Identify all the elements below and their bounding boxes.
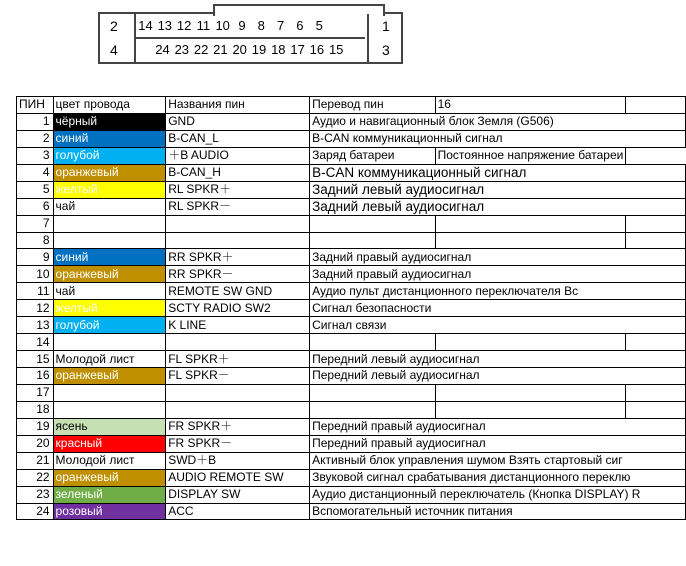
table-row <box>17 486 686 503</box>
pin-translation: B-CAN коммуникационный сигнал <box>310 164 686 181</box>
pin-name: FL SPKR＋ <box>166 351 310 368</box>
table-row <box>17 503 686 520</box>
pin-translation: Аудио дистанционный переключатель (Кнопка DISPLAY) R <box>310 486 686 503</box>
pin-number: 14 <box>17 334 54 351</box>
pin-translation: Сигнал связи <box>310 317 686 334</box>
pin-number: 19 <box>17 418 54 435</box>
pin-number: 10 <box>17 266 54 283</box>
header-pin: ПИН <box>17 97 54 114</box>
pin-translation: Задний левый аудиосигнал <box>310 181 686 198</box>
connector-pin-number: 12 <box>176 18 192 33</box>
table-row <box>17 198 686 215</box>
table-row <box>17 317 686 334</box>
connector-diagram <box>98 12 403 64</box>
table-row <box>17 232 686 249</box>
wire-color <box>53 334 166 351</box>
wire-color <box>53 215 166 232</box>
pin-number: 13 <box>17 317 54 334</box>
wire-color: голубой <box>53 317 166 334</box>
pin-translation: B-CAN коммуникационный сигнал <box>310 130 686 147</box>
table-row <box>17 300 686 317</box>
wire-color: синий <box>53 249 166 266</box>
table-row <box>17 418 686 435</box>
pin-translation: Аудио пульт дистанционного переключателя Вс <box>310 283 686 300</box>
pin-translation: Передний правый аудиосигнал <box>310 435 686 452</box>
wire-color: оранжевый <box>53 469 166 486</box>
pin-number: 2 <box>17 130 54 147</box>
pin-translation: Заряд батареи <box>310 147 436 164</box>
pin-translation: Задний правый аудиосигнал <box>310 249 686 266</box>
pin-name <box>166 232 310 249</box>
pin-empty <box>626 215 686 232</box>
pin-translation: Задний правый аудиосигнал <box>310 266 686 283</box>
pin-number: 5 <box>17 181 54 198</box>
wire-color <box>53 384 166 401</box>
wire-color: оранжевый <box>53 266 166 283</box>
table-row <box>17 401 686 418</box>
pin-name: B-CAN_H <box>166 164 310 181</box>
table-row <box>17 351 686 368</box>
pin-number: 6 <box>17 198 54 215</box>
pin-translation: Аудио и навигационный блок Земля (G506) <box>310 113 686 130</box>
pin-name: RR SPKR－ <box>166 266 310 283</box>
connector-pin-number: 13 <box>157 18 173 33</box>
connector-pin-number: 23 <box>174 42 190 57</box>
connector-pin-number: 14 <box>138 18 153 33</box>
pin-extra <box>435 215 626 232</box>
wire-color: голубой <box>53 147 166 164</box>
pin-number: 8 <box>17 232 54 249</box>
pin-name: REMOTE SW GND <box>166 283 310 300</box>
pin-name: FR SPKR＋ <box>166 418 310 435</box>
table-row <box>17 147 686 164</box>
wire-color <box>53 232 166 249</box>
table-row <box>17 164 686 181</box>
pin-name <box>166 384 310 401</box>
connector-pin-number: 20 <box>232 42 247 57</box>
pin-name: RL SPKR＋ <box>166 181 310 198</box>
pin-extra <box>435 232 626 249</box>
connector-pin-number: 24 <box>155 42 170 57</box>
pin-name <box>166 215 310 232</box>
connector-pin-number: 11 <box>196 18 211 33</box>
pin-name: SWD＋B <box>166 452 310 469</box>
pin-number: 15 <box>17 351 54 368</box>
wire-color <box>53 401 166 418</box>
pin-name: FL SPKR－ <box>166 368 310 385</box>
pin-empty <box>626 334 686 351</box>
connector-divider <box>367 14 369 62</box>
table-row <box>17 181 686 198</box>
connector-pin-number: 7 <box>276 18 285 33</box>
pin-name: B-CAN_L <box>166 130 310 147</box>
connector-pin-number: 15 <box>328 42 344 57</box>
wire-color: чай <box>53 198 166 215</box>
wire-color: оранжевый <box>53 164 166 181</box>
table-header-row <box>17 97 686 114</box>
pin-number: 22 <box>17 469 54 486</box>
pin-translation: Звуковой сигнал срабатывания дистанционного переклю <box>310 469 686 486</box>
pin-number: 12 <box>17 300 54 317</box>
connector-pin-number: 17 <box>290 42 305 57</box>
header-empty <box>626 97 686 114</box>
pin-number: 9 <box>17 249 54 266</box>
wire-color: чёрный <box>53 113 166 130</box>
header-pin-name: Названия пин <box>166 97 310 114</box>
table-row <box>17 384 686 401</box>
table-row <box>17 452 686 469</box>
pin-extra <box>435 401 626 418</box>
pin-table <box>16 96 686 520</box>
wire-color: Молодой лист <box>53 351 166 368</box>
table-row <box>17 130 686 147</box>
table-row <box>17 215 686 232</box>
connector-pin-number: 22 <box>193 42 209 57</box>
table-row <box>17 113 686 130</box>
pin-translation <box>310 334 436 351</box>
pin-translation: Активный блок управления шумом Взять стартовый сиг <box>310 452 686 469</box>
connector-pin-number: 6 <box>296 18 304 33</box>
pin-name: GND <box>166 113 310 130</box>
connector-pin-number: 18 <box>271 42 286 57</box>
connector-pin-label: 1 <box>382 18 390 34</box>
table-row <box>17 469 686 486</box>
table-row <box>17 368 686 385</box>
table-row <box>17 266 686 283</box>
wire-color: желтый <box>53 300 166 317</box>
pin-empty <box>626 232 686 249</box>
table-row <box>17 249 686 266</box>
connector-pin-label: 3 <box>382 42 390 58</box>
wire-color: ясень <box>53 418 166 435</box>
pin-name: AUDIO REMOTE SW <box>166 469 310 486</box>
wire-color: оранжевый <box>53 368 166 385</box>
pin-translation <box>310 232 436 249</box>
pin-name <box>166 401 310 418</box>
connector-pin-label: 2 <box>110 18 118 34</box>
pin-extra <box>435 334 626 351</box>
pin-translation <box>310 401 436 418</box>
pin-name: RL SPKR－ <box>166 198 310 215</box>
pin-number: 23 <box>17 486 54 503</box>
header-translation: Перевод пин <box>310 97 436 114</box>
connector-pin-number: 9 <box>238 18 246 33</box>
table-row <box>17 283 686 300</box>
wire-color: Молодой лист <box>53 452 166 469</box>
wire-color: зеленый <box>53 486 166 503</box>
pin-translation: Вспомогательный источник питания <box>310 503 686 520</box>
connector-pin-number: 5 <box>315 18 323 33</box>
pin-name: K LINE <box>166 317 310 334</box>
connector-pin-number: 16 <box>309 42 325 57</box>
pin-number: 24 <box>17 503 54 520</box>
pin-number: 21 <box>17 452 54 469</box>
connector-pin-number: 19 <box>251 42 267 57</box>
wire-color: синий <box>53 130 166 147</box>
pin-translation: Передний левый аудиосигнал <box>310 351 686 368</box>
connector-divider <box>136 37 365 39</box>
pin-empty <box>626 401 686 418</box>
connector-pin-label: 4 <box>110 42 118 58</box>
pin-translation <box>310 384 436 401</box>
pin-number: 1 <box>17 113 54 130</box>
pin-number: 17 <box>17 384 54 401</box>
pin-extra <box>435 384 626 401</box>
connector-pin-number: 21 <box>213 42 228 57</box>
pin-number: 18 <box>17 401 54 418</box>
pin-name: FR SPKR－ <box>166 435 310 452</box>
pin-number: 7 <box>17 215 54 232</box>
pin-translation: Передний левый аудиосигнал <box>310 368 686 385</box>
wire-color: красный <box>53 435 166 452</box>
pin-translation: Сигнал безопасности <box>310 300 686 317</box>
pin-number: 11 <box>17 283 54 300</box>
pin-number: 20 <box>17 435 54 452</box>
pin-number: 16 <box>17 368 54 385</box>
connector-pin-number: 8 <box>257 18 265 33</box>
table-row <box>17 435 686 452</box>
pin-name: ＋B AUDIO <box>166 147 310 164</box>
pin-number: 4 <box>17 164 54 181</box>
pin-name: ACC <box>166 503 310 520</box>
pin-extra: Постоянное напряжение батареи <box>435 147 626 164</box>
wire-color: чай <box>53 283 166 300</box>
pin-translation <box>310 215 436 232</box>
connector-pin-number: 10 <box>215 18 230 33</box>
wire-color: желтый <box>53 181 166 198</box>
pin-number: 3 <box>17 147 54 164</box>
pin-empty <box>626 384 686 401</box>
table-row <box>17 334 686 351</box>
pin-translation: Передний правый аудиосигнал <box>310 418 686 435</box>
wire-color: розовый <box>53 503 166 520</box>
pin-name: DISPLAY SW <box>166 486 310 503</box>
pin-translation: Задний левый аудиосигнал <box>310 198 686 215</box>
header-count: 16 <box>435 97 626 114</box>
pin-name: SCTY RADIO SW2 <box>166 300 310 317</box>
pin-name: RR SPKR＋ <box>166 249 310 266</box>
pin-name <box>166 334 310 351</box>
connector-latch <box>213 4 385 16</box>
header-wire-color: цвет провода <box>53 97 166 114</box>
